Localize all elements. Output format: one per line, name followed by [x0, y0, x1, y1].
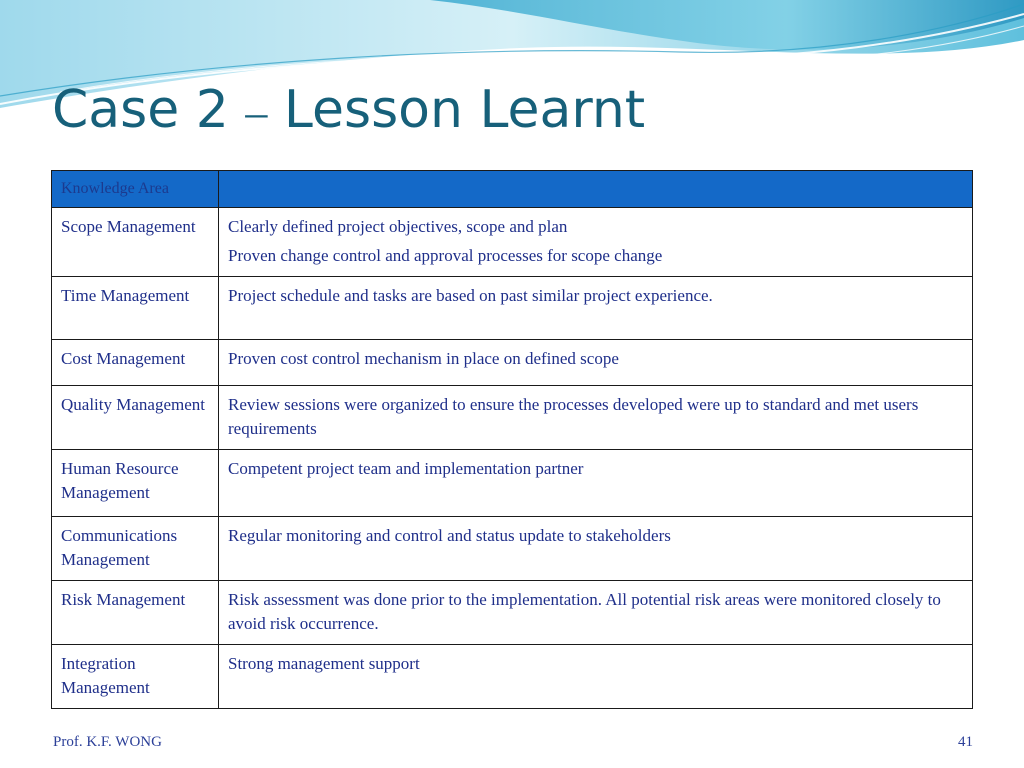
title-dash: –: [245, 88, 268, 137]
row-area: Human Resource Management: [52, 450, 219, 517]
header-details: [219, 171, 973, 208]
row-area: Integration Management: [52, 645, 219, 709]
row-line: Proven change control and approval processes for scope change: [228, 246, 663, 265]
row-details: [219, 581, 973, 645]
table-row: [52, 277, 973, 340]
row-area: Quality Management: [52, 386, 219, 450]
table-header-row: [52, 171, 973, 208]
row-details: [219, 645, 973, 709]
row-line: Review sessions were organized to ensure the processes developed were up to standard and met users requirements: [228, 395, 919, 438]
row-area: Time Management: [52, 277, 219, 340]
knowledge-area-table: [51, 170, 973, 709]
title-prefix: Case 2: [52, 80, 246, 140]
table-row: [52, 581, 973, 645]
header-knowledge-area: Knowledge Area: [52, 171, 219, 208]
row-area: Risk Management: [52, 581, 219, 645]
row-details: [219, 517, 973, 581]
row-details: [219, 208, 973, 277]
row-details: [219, 340, 973, 386]
footer-author: Prof. K.F. WONG: [53, 734, 162, 750]
page-number: 41: [958, 734, 973, 750]
row-details: [219, 386, 973, 450]
row-line: Project schedule and tasks are based on past similar project experience.: [228, 286, 713, 305]
row-area: Scope Management: [52, 208, 219, 277]
table-row: [52, 386, 973, 450]
row-line: Proven cost control mechanism in place on defined scope: [228, 349, 619, 368]
row-line: Competent project team and implementation partner: [228, 459, 584, 478]
table-row: [52, 517, 973, 581]
row-area: Communications Management: [52, 517, 219, 581]
table-row: [52, 645, 973, 709]
row-details: [219, 277, 973, 340]
table-row: [52, 208, 973, 277]
table-row: [52, 450, 973, 517]
row-area: Cost Management: [52, 340, 219, 386]
row-line: Regular monitoring and control and status update to stakeholders: [228, 526, 671, 545]
row-line: Risk assessment was done prior to the implementation. All potential risk areas were monitored closely to avoid risk occurrence.: [228, 590, 941, 633]
title-suffix: Lesson Learnt: [267, 80, 646, 140]
row-line: Clearly defined project objectives, scope and plan: [228, 217, 568, 236]
row-line: Strong management support: [228, 654, 420, 673]
row-details: [219, 450, 973, 517]
slide-title: [52, 80, 645, 140]
table-row: [52, 340, 973, 386]
